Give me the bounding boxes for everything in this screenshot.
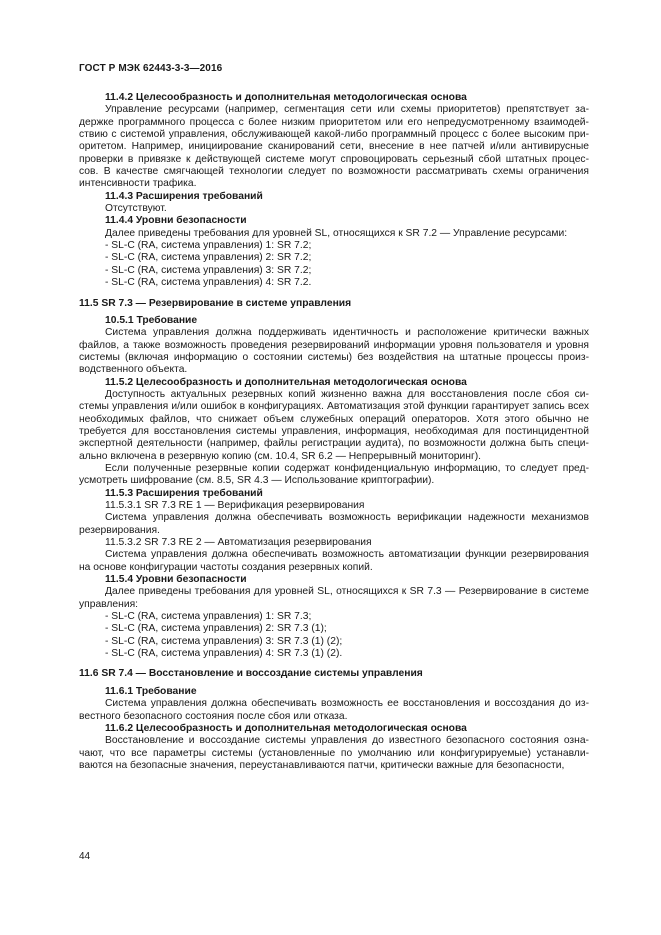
paragraph-11-5-2-a: Доступность актуальных резервных копий жизненно важна для восстановления после сбоя си- стемы управления и/или ошибок в конфигурациях. Автоматизация этой функции гарантирует запись всех необходимых файлов, что снижает объем служебных операций операторов. Хотя этого обычно не требуется для восстановления системы управления, информация, необходимая для постинцидентной экспертной деятельности (например, файлы регистрации аудита), по возможности должна быть специ- ально включена в резервную копию (см. 10.4, SR 6.2 — Непрерывный мониторинг). xyxy=(79,388,589,462)
heading-10-5-1: 10.5.1 Требование xyxy=(105,314,198,326)
subheading-11-5-3-1: 11.5.3.1 SR 7.3 RE 1 — Верификация резервирования xyxy=(105,500,365,511)
heading-11-6-2: 11.6.2 Целесообразность и дополнительная методологическая основа xyxy=(105,722,467,734)
list-item: - SL-C (RA, система управления) 4: SR 7.3 (1) (2). xyxy=(105,648,343,660)
list-item: - SL-C (RA, система управления) 3: SR 7.2; xyxy=(105,264,312,276)
text-11-4-3: Отсутствуют. xyxy=(105,203,167,215)
list-item: - SL-C (RA, система управления) 2: SR 7.2; xyxy=(105,252,312,264)
heading-11-5-3: 11.5.3 Расширения требований xyxy=(105,487,263,499)
list-item: - SL-C (RA, система управления) 1: SR 7.3; xyxy=(105,611,312,623)
heading-11-5-4: 11.5.4 Уровни безопасности xyxy=(105,574,247,586)
paragraph-11-5-3-1: Система управления должна обеспечивать возможность верификации надежности механизмов резервирования. xyxy=(79,512,589,536)
page-number: 44 xyxy=(79,851,91,862)
document-header: ГОСТ Р МЭК 62443-3-3—2016 xyxy=(79,63,223,74)
paragraph-11-6-2: Восстановление и воссоздание системы управления до известного безопасного состояния озна- чают, что все параметры системы (установленные по умолчанию или конфигурируемые) устанавли- ваются на безопасные значения, переустанавливаются патчи, критически важные для безопасности, xyxy=(79,735,589,771)
section-title-11-5: 11.5 SR 7.3 — Резервирование в системе управления xyxy=(79,297,352,309)
intro-11-4-4: Далее приведены требования для уровней SL, относящихся к SR 7.2 — Управление ресурсами: xyxy=(105,227,568,239)
intro-11-5-4: Далее приведены требования для уровней SL, относящихся к SR 7.3 — Резервирование в системе управления: xyxy=(79,586,589,610)
paragraph-10-5-1: Система управления должна поддерживать идентичность и расположение критически важных файлов, а также возможность проведения резервирований информации уровня пользователя и уровня системы (включая информацию о состоянии системы) без воздействия на штатные процессы произ- водственного объекта. xyxy=(79,327,589,376)
paragraph-11-4-2: Управление ресурсами (например, сегментация сети или схемы приоритетов) препятствует за- держке программного процесса с более низким приоритетом или его непредусмотренному взаимодей- ствию с системой управления, обслуживающей какой-либо программный процесс с более высоким при- оритетом. Например, инициирование сканирований сети, внесение в нее патчей и/или антивирусные проверки в привязке к действующей системе могут спровоцировать серьезный сбой штатных процес- сов. В качестве смягчающей технологии следует по возможности рассматривать схемы ограничения интенсивности трафика. xyxy=(79,104,589,190)
heading-11-4-3: 11.4.3 Расширения требований xyxy=(105,190,263,202)
list-item: - SL-C (RA, система управления) 3: SR 7.3 (1) (2); xyxy=(105,635,343,647)
section-title-11-6: 11.6 SR 7.4 — Восстановление и воссоздание системы управления xyxy=(79,668,423,680)
paragraph-11-6-1: Система управления должна обеспечивать возможность ее восстановления и воссоздания до из- вестного безопасного состояния после сбоя или отказа. xyxy=(79,698,589,722)
heading-11-5-2: 11.5.2 Целесообразность и дополнительная методологическая основа xyxy=(105,376,467,388)
list-item: - SL-C (RA, система управления) 4: SR 7.2. xyxy=(105,277,312,289)
heading-11-4-4: 11.4.4 Уровни безопасности xyxy=(105,215,247,227)
heading-11-6-1: 11.6.1 Требование xyxy=(105,685,197,697)
paragraph-11-5-2-b: Если полученные резервные копии содержат конфиденциальную информацию, то следует пред- усмотреть шифрование (см. 8.5, SR 4.3 — Использование криптографии). xyxy=(79,462,589,487)
heading-11-4-2: 11.4.2 Целесообразность и дополнительная методологическая основа xyxy=(105,92,467,103)
list-item: - SL-C (RA, система управления) 2: SR 7.3 (1); xyxy=(105,623,327,635)
list-item: - SL-C (RA, система управления) 1: SR 7.2; xyxy=(105,240,312,252)
paragraph-11-5-3-2: Система управления должна обеспечивать возможность автоматизации функции резервирования на основе конфигурации частоты создания резервных копий. xyxy=(79,549,589,573)
document-body xyxy=(79,92,589,772)
subheading-11-5-3-2: 11.5.3.2 SR 7.3 RE 2 — Автоматизация резервирования xyxy=(105,537,372,549)
